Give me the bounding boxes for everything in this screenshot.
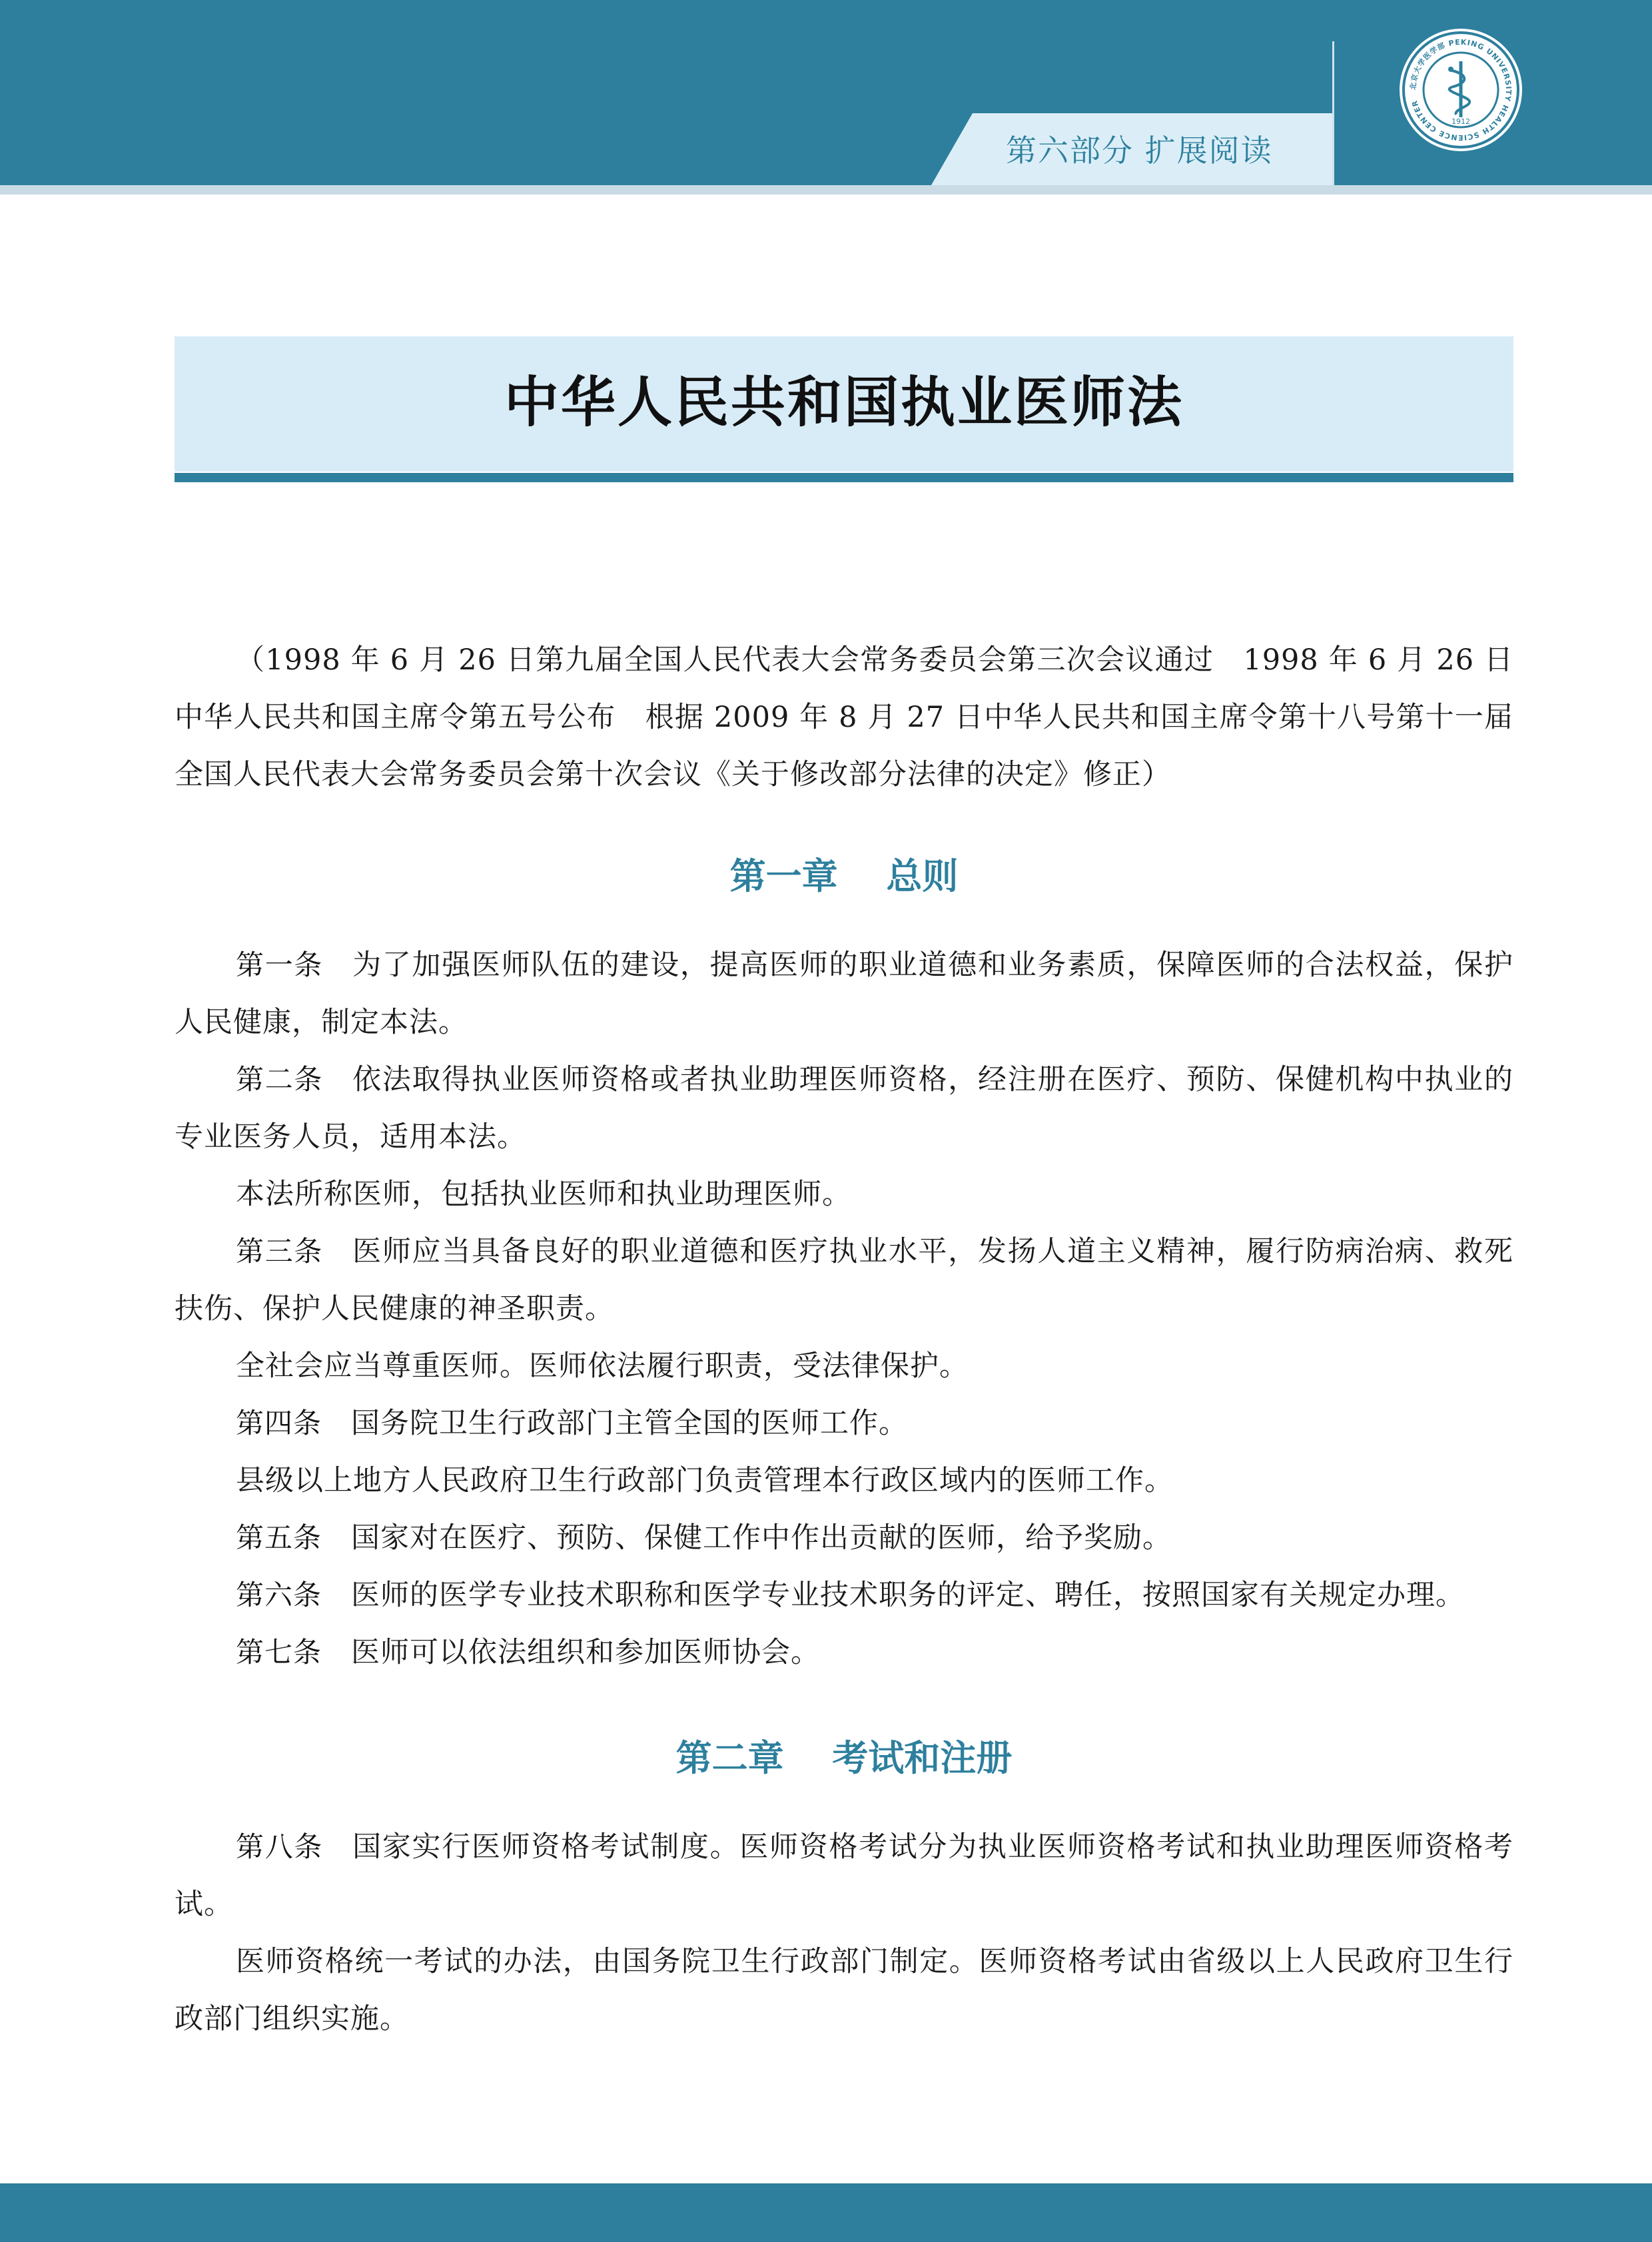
header-shadow <box>0 185 1652 194</box>
article-paragraph <box>175 1818 1513 1933</box>
article-number: 第四条 <box>236 1407 322 1439</box>
article-paragraph <box>175 936 1513 1051</box>
article-paragraph <box>175 1395 1513 1452</box>
article-text: 全社会应当尊重医师。医师依法履行职责，受法律保护。 <box>236 1349 969 1383</box>
footer-band <box>0 2183 1652 2242</box>
article-paragraph <box>175 1567 1513 1624</box>
page-title: 中华人民共和国执业医师法 <box>504 371 1184 434</box>
article-paragraph <box>175 1223 1513 1337</box>
article-paragraph <box>175 1452 1513 1509</box>
preamble: （1998 年 6 月 26 日第九届全国人民代表大会常务委员会第三次会议通过 1998 年 6 月 26 日中华人民共和国主席令第五号公布 根据 2009 年 8 月 27 日中华人民共和国主席令第十八号第十一届全国人民代表大会常务委员会第十次会议《关于修改部分法律的决定》修正） <box>175 643 1513 791</box>
chapter-heading: 第二章 考试和注册 <box>675 1737 1013 1779</box>
university-seal-icon <box>1398 27 1524 153</box>
article-number: 第二条 <box>236 1063 324 1096</box>
svg-text:1912: 1912 <box>1451 117 1470 126</box>
article-text: 医师资格统一考试的办法，由国务院卫生行政部门制定。医师资格考试由省级以上人民政府卫生行政部门组织实施。 <box>175 1945 1513 2036</box>
article-text: 医师可以依法组织和参加医师协会。 <box>351 1636 821 1669</box>
article-text: 县级以上地方人民政府卫生行政部门负责管理本行政区域内的医师工作。 <box>236 1464 1174 1497</box>
chapter-heading: 第一章 总则 <box>729 855 959 897</box>
svg-text:北京大学医学部 PEKING UNIVERSITY HEAL: 北京大学医学部 PEKING UNIVERSITY HEALTH SCIENCE CENTER <box>1408 37 1513 143</box>
article-paragraph <box>175 1933 1513 2048</box>
article-number: 第七条 <box>236 1636 322 1669</box>
part-label: 第六部分 扩展阅读 <box>1006 133 1273 169</box>
article-number: 第三条 <box>236 1235 324 1268</box>
article-paragraph <box>175 1337 1513 1395</box>
header-divider <box>1332 41 1334 185</box>
article-paragraph <box>175 1624 1513 1681</box>
article-text: 依法取得执业医师资格或者执业助理医师资格，经注册在医疗、预防、保健机构中执业的专业医务人员，适用本法。 <box>175 1063 1513 1154</box>
article-text: 国务院卫生行政部门主管全国的医师工作。 <box>351 1407 909 1440</box>
article-text: 为了加强医师队伍的建设，提高医师的职业道德和业务素质，保障医师的合法权益，保护人民健康，制定本法。 <box>175 948 1513 1039</box>
article-number: 第八条 <box>236 1830 324 1863</box>
document-body <box>175 631 1513 2048</box>
article-paragraph <box>175 1166 1513 1223</box>
article-text: 本法所称医师，包括执业医师和执业助理医师。 <box>236 1178 851 1211</box>
title-underline <box>175 473 1513 482</box>
article-text: 国家对在医疗、预防、保健工作中作出贡献的医师，给予奖励。 <box>351 1521 1172 1555</box>
article-text: 医师的医学专业技术职称和医学专业技术职务的评定、聘任，按照国家有关规定办理。 <box>351 1579 1465 1612</box>
article-number: 第五条 <box>236 1521 322 1554</box>
article-text: 医师应当具备良好的职业道德和医疗执业水平，发扬人道主义精神，履行防病治病、救死扶伤、保护人民健康的神圣职责。 <box>175 1235 1513 1325</box>
article-number: 第一条 <box>236 948 324 981</box>
article-text: 国家实行医师资格考试制度。医师资格考试分为执业医师资格考试和执业助理医师资格考试。 <box>175 1830 1513 1921</box>
article-number: 第六条 <box>236 1579 322 1611</box>
article-paragraph <box>175 1051 1513 1166</box>
article-paragraph <box>175 1509 1513 1567</box>
